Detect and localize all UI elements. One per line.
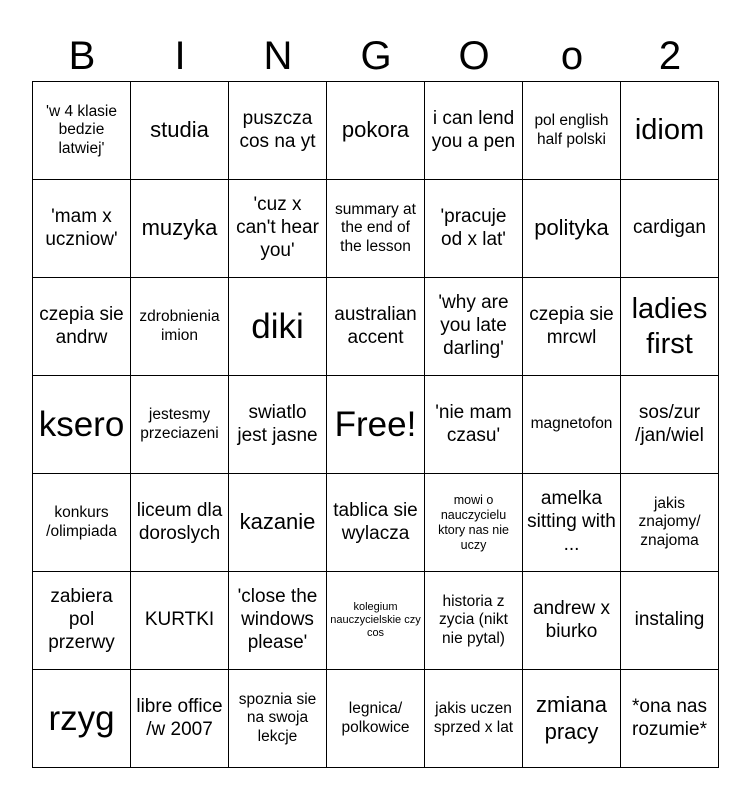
bingo-cell[interactable]: KURTKI	[131, 572, 229, 670]
bingo-cell[interactable]: summary at the end of the lesson	[327, 180, 425, 278]
bingo-cell[interactable]: zdrobnienia imion	[131, 278, 229, 376]
bingo-cell[interactable]: sos/zur /jan/wiel	[621, 376, 719, 474]
header-letter: N	[263, 34, 293, 78]
bingo-header	[33, 30, 719, 82]
bingo-cell[interactable]: ladies first	[621, 278, 719, 376]
bingo-cell[interactable]: instaling	[621, 572, 719, 670]
bingo-cell[interactable]: czepia sie mrcwl	[523, 278, 621, 376]
bingo-cell[interactable]: pol english half polski	[523, 82, 621, 180]
bingo-cell[interactable]: idiom	[621, 82, 719, 180]
bingo-cell[interactable]: polityka	[523, 180, 621, 278]
bingo-cell[interactable]: ksero	[33, 376, 131, 474]
bingo-cell[interactable]: puszcza cos na yt	[229, 82, 327, 180]
bingo-cell[interactable]: *ona nas rozumie*	[621, 670, 719, 768]
free-cell[interactable]: Free!	[327, 376, 425, 474]
header-letter: G	[360, 34, 392, 78]
header-letter: I	[174, 34, 186, 78]
bingo-cell[interactable]: jakis znajomy/ znajoma	[621, 474, 719, 572]
bingo-cell[interactable]: cardigan	[621, 180, 719, 278]
header-letter: B	[68, 34, 96, 78]
bingo-cell[interactable]: rzyg	[33, 670, 131, 768]
bingo-cell[interactable]: i can lend you a pen	[425, 82, 523, 180]
bingo-cell[interactable]: zabiera pol przerwy	[33, 572, 131, 670]
bingo-cell[interactable]: legnica/ polkowice	[327, 670, 425, 768]
bingo-cell[interactable]: czepia sie andrw	[33, 278, 131, 376]
bingo-cell[interactable]: pokora	[327, 82, 425, 180]
bingo-cell[interactable]: amelka sitting with ...	[523, 474, 621, 572]
bingo-cell[interactable]: studia	[131, 82, 229, 180]
bingo-cell[interactable]: andrew x biurko	[523, 572, 621, 670]
bingo-cell[interactable]: australian accent	[327, 278, 425, 376]
bingo-cell[interactable]: swiatlo jest jasne	[229, 376, 327, 474]
bingo-cell[interactable]: 'why are you late darling'	[425, 278, 523, 376]
bingo-cell[interactable]: muzyka	[131, 180, 229, 278]
header-letter: O	[458, 34, 490, 78]
bingo-cell[interactable]: historia z zycia (nikt nie pytal)	[425, 572, 523, 670]
bingo-cell[interactable]: 'nie mam czasu'	[425, 376, 523, 474]
bingo-cell[interactable]: libre office /w 2007	[131, 670, 229, 768]
bingo-cell[interactable]: 'close the windows please'	[229, 572, 327, 670]
bingo-cell[interactable]: 'cuz x can't hear you'	[229, 180, 327, 278]
bingo-cell[interactable]: zmiana pracy	[523, 670, 621, 768]
bingo-board	[32, 81, 719, 768]
header-letter: o	[560, 34, 584, 78]
bingo-cell[interactable]: spoznia sie na swoja lekcje	[229, 670, 327, 768]
bingo-cell[interactable]: mowi o nauczycielu ktory nas nie uczy	[425, 474, 523, 572]
bingo-cell[interactable]: kazanie	[229, 474, 327, 572]
bingo-cell[interactable]: jestesmy przeciazeni	[131, 376, 229, 474]
bingo-cell[interactable]: magnetofon	[523, 376, 621, 474]
bingo-cell[interactable]: diki	[229, 278, 327, 376]
bingo-cell[interactable]: kolegium nauczycielskie czy cos	[327, 572, 425, 670]
bingo-cell[interactable]: tablica sie wylacza	[327, 474, 425, 572]
bingo-cell[interactable]: jakis uczen sprzed x lat	[425, 670, 523, 768]
header-letter: 2	[658, 34, 682, 78]
bingo-cell[interactable]: 'w 4 klasie bedzie latwiej'	[33, 82, 131, 180]
bingo-cell[interactable]: liceum dla doroslych	[131, 474, 229, 572]
bingo-cell[interactable]: konkurs /olimpiada	[33, 474, 131, 572]
bingo-cell[interactable]: 'mam x uczniow'	[33, 180, 131, 278]
bingo-cell[interactable]: 'pracuje od x lat'	[425, 180, 523, 278]
